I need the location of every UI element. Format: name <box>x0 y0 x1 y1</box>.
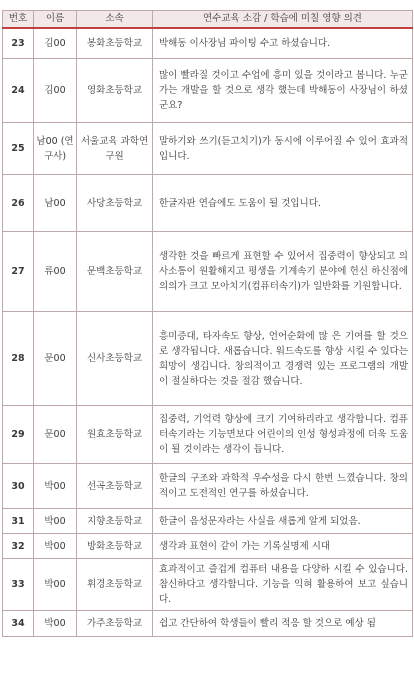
row-school: 영화초등학교 <box>77 59 153 123</box>
header-school: 소속 <box>77 11 153 28</box>
row-opinion: 한글이 음성문자라는 사실을 새롭게 알게 되었음. <box>153 509 413 534</box>
row-opinion: 한글의 구조와 과학적 우수성을 다시 한번 느꼈습니다. 창의적이고 도전적인 연구를 하셨습니다. <box>153 464 413 509</box>
row-opinion: 흥미증대, 타자속도 향상, 언어순화에 많 은 기여를 할 것으로 생각됩니다. 새롭습니다. 워드속도를 향상 시킬 수 있다는 희망이 생깁니다. 창의적이고 경쟁력 있는 프로그램의 개발이 절실하다는 것을 절감 했습니다. <box>153 312 413 406</box>
table-row <box>3 509 413 534</box>
row-school: 문백초등학교 <box>77 232 153 312</box>
header-num: 번호 <box>3 11 34 28</box>
row-school: 신사초등학교 <box>77 312 153 406</box>
row-school: 사당초등학교 <box>77 175 153 232</box>
row-school: 원효초등학교 <box>77 406 153 464</box>
table-row <box>3 232 413 312</box>
row-opinion: 많이 빨라질 것이고 수업에 흥미 있을 것이라고 봅니다. 누군가는 개발을 할 것으로 생각 했는데 박해동이 사장님이 하셨군요? <box>153 59 413 123</box>
row-school: 가주초등학교 <box>77 611 153 637</box>
row-name: 김00 <box>34 28 77 59</box>
table-row <box>3 312 413 406</box>
row-name: 박00 <box>34 534 77 559</box>
row-opinion: 쉽고 간단하여 학생들이 빨리 적응 할 것으로 예상 됨 <box>153 611 413 637</box>
header-name: 이름 <box>34 11 77 28</box>
row-num: 28 <box>3 312 34 406</box>
survey-table <box>2 10 413 637</box>
table-row <box>3 559 413 611</box>
row-num: 31 <box>3 509 34 534</box>
row-num: 26 <box>3 175 34 232</box>
table-row <box>3 534 413 559</box>
row-num: 24 <box>3 59 34 123</box>
row-school: 지향초등학교 <box>77 509 153 534</box>
table-row <box>3 175 413 232</box>
row-name: 문00 <box>34 406 77 464</box>
row-num: 23 <box>3 28 34 59</box>
row-num: 32 <box>3 534 34 559</box>
row-opinion: 생각한 것을 빠르게 표현할 수 있어서 집중력이 향상되고 의사소통이 원활해지고 평생을 기계속기 분야에 헌신 하신점에 의의가 크고 모아치기(컴퓨터속기)가 일반화를 기원합니다. <box>153 232 413 312</box>
row-opinion: 박해동 이사장님 파이팅 수고 하셨습니다. <box>153 28 413 59</box>
table-row <box>3 406 413 464</box>
row-name: 박00 <box>34 559 77 611</box>
row-name: 박00 <box>34 509 77 534</box>
row-name: 박00 <box>34 464 77 509</box>
row-school: 선곡초등학교 <box>77 464 153 509</box>
header-row <box>3 11 413 28</box>
row-name: 남00 <box>34 175 77 232</box>
row-num: 34 <box>3 611 34 637</box>
row-num: 30 <box>3 464 34 509</box>
row-num: 25 <box>3 123 34 175</box>
row-name: 문00 <box>34 312 77 406</box>
row-school: 휘경초등학교 <box>77 559 153 611</box>
row-name: 남00 (연구사) <box>34 123 77 175</box>
row-school: 서울교육 과학연구원 <box>77 123 153 175</box>
row-opinion: 한글자판 연습에도 도움이 될 것입니다. <box>153 175 413 232</box>
row-school: 봉화초등학교 <box>77 28 153 59</box>
row-opinion: 효과적이고 즐겁게 컴퓨터 내용을 다양하 시킬 수 있습니다. 참신하다고 생각합니다. 기능을 익혀 활용하여 보고 싶습니다. <box>153 559 413 611</box>
row-num: 29 <box>3 406 34 464</box>
row-name: 박00 <box>34 611 77 637</box>
header-opinion: 연수교육 소감 / 학습에 미칠 영향 의견 <box>153 11 413 28</box>
table-row <box>3 123 413 175</box>
table-row <box>3 59 413 123</box>
row-name: 김00 <box>34 59 77 123</box>
table-row <box>3 611 413 637</box>
row-school: 방화초등학교 <box>77 534 153 559</box>
table-row <box>3 464 413 509</box>
row-num: 27 <box>3 232 34 312</box>
row-num: 33 <box>3 559 34 611</box>
row-opinion: 생각과 표현이 같이 가는 기록실명제 시대 <box>153 534 413 559</box>
row-name: 류00 <box>34 232 77 312</box>
row-opinion: 집중력, 기억력 향상에 크기 기여하리라고 생각합니다. 컴퓨터속기라는 기능면보다 어린이의 인성 형성과정에 더욱 도움이 될 것이라는 생각이 듭니다. <box>153 406 413 464</box>
row-opinion: 말하기와 쓰기(듣고치기)가 동시에 이루어질 수 있어 효과적입니다. <box>153 123 413 175</box>
table-row <box>3 28 413 59</box>
